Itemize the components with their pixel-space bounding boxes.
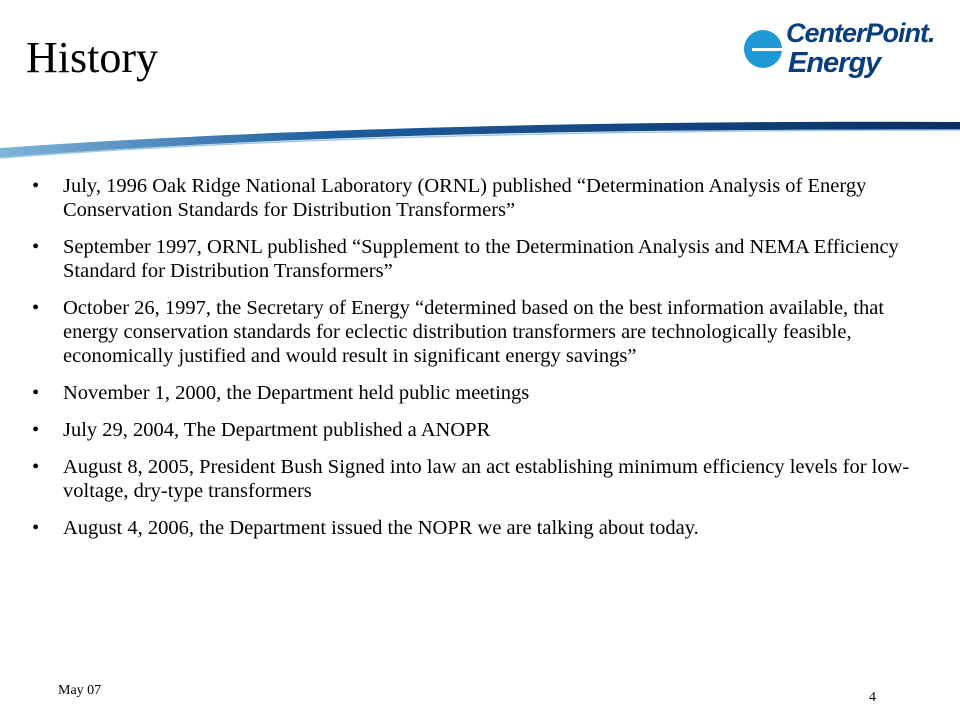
logo-line-1: CenterPoint. <box>786 18 935 48</box>
list-item: • July, 1996 Oak Ridge National Laboratory (ORNL) published “Determination Analysis of Energy Conservation Standards for Distribution Transformers” <box>30 174 940 222</box>
logo-line-2: Energy <box>788 47 881 79</box>
logo-circle-icon <box>744 30 782 68</box>
page-number: 4 <box>869 690 876 705</box>
header-swoosh-divider <box>0 118 960 168</box>
slide-title: History <box>26 33 158 82</box>
logo-wordmark <box>786 18 935 78</box>
bullet-list <box>30 174 940 553</box>
list-item: • August 8, 2005, President Bush Signed into law an act establishing minimum efficiency levels for low-voltage, dry-type transformers <box>30 455 940 503</box>
list-item: • September 1997, ORNL published “Supplement to the Determination Analysis and NEMA Efficiency Standard for Distribution Transformers” <box>30 235 940 283</box>
list-item: • July 29, 2004, The Department published a ANOPR <box>30 418 940 442</box>
list-item: • November 1, 2000, the Department held public meetings <box>30 381 940 405</box>
centerpoint-energy-logo <box>744 18 935 88</box>
footer-date: May 07 <box>58 683 102 698</box>
list-item: • October 26, 1997, the Secretary of Energy “determined based on the best information available, that energy conservation standards for eclectic distribution transformers are technologically feasible, economically justified and would result in significant energy savings” <box>30 296 940 368</box>
list-item: • August 4, 2006, the Department issued the NOPR we are talking about today. <box>30 516 940 540</box>
